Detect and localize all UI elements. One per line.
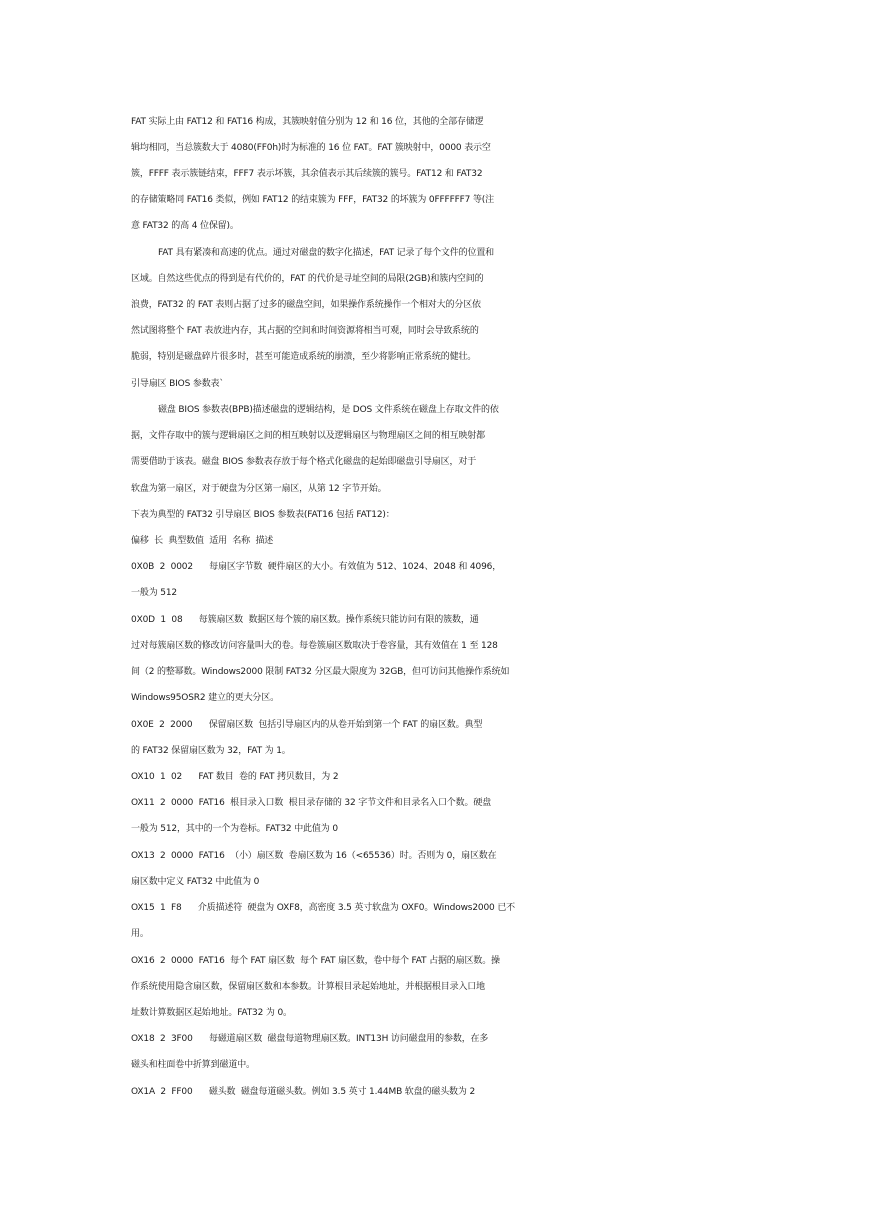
- text-line: 下表为典型的 FAT32 引导扇区 BIOS 参数表(FAT16 包括 FAT12)：: [131, 510, 395, 520]
- table-row: 过对每簇扇区数的修改访问容量叫大的卷。每卷簇扇区数取决于卷容量，其有效值在 1 至 128: [131, 641, 498, 651]
- section-heading: 引导扇区 BIOS 参数表`: [131, 379, 224, 389]
- text-line: 的存储策略同 FAT16 类似，例如 FAT12 的结束簇为 FFF，FAT32 的坏簇为 0FFFFFF7 等(注: [131, 195, 495, 205]
- table-header: 偏移 长 典型数值 适用 名称 描述: [131, 536, 274, 546]
- table-row: 间（2 的整幂数。Windows2000 限制 FAT32 分区最大限度为 32GB，但可访问其他操作系统如: [131, 667, 510, 677]
- table-row: 作系统使用隐含扇区数，保留扇区数和本参数。计算根目录起始地址，并根据根目录入口地: [131, 982, 486, 992]
- table-row: 址数计算数据区起始地址。FAT32 为 0。: [131, 1008, 292, 1018]
- table-row: 扇区数中定义 FAT32 中此值为 0: [131, 877, 260, 887]
- table-row: 0X0D 1 08 每簇扇区数 数据区每个簇的扇区数。操作系统只能访问有限的簇数，通: [131, 615, 479, 625]
- text-line: 浪费，FAT32 的 FAT 表则占据了过多的磁盘空间，如果操作系统操作一个相对大的分区依: [131, 300, 481, 310]
- text-line: FAT 实际上由 FAT12 和 FAT16 构成，其簇映射值分别为 12 和 16 位，其他的全部存储逻: [131, 117, 484, 127]
- table-row: 的 FAT32 保留扇区数为 32，FAT 为 1。: [131, 746, 291, 756]
- text-line: 软盘为第一扇区，对于硬盘为分区第一扇区，从第 12 字节开始。: [131, 484, 387, 494]
- text-line: 磁盘 BIOS 参数表(BPB)描述磁盘的逻辑结构，是 DOS 文件系统在磁盘上存取文件的依: [158, 405, 499, 415]
- text-line: 辑均相同，当总簇数大于 4080(FF0h)时为标准的 16 位 FAT。FAT 簇映射中，0000 表示空: [131, 143, 491, 153]
- table-row: OX15 1 F8 介质描述符 硬盘为 OXF8，高密度 3.5 英寸软盘为 OXF0。Windows2000 已不: [131, 903, 516, 913]
- table-row: OX16 2 0000 FAT16 每个 FAT 扇区数 每个 FAT 扇区数，卷中每个 FAT 占据的扇区数。操: [131, 956, 500, 966]
- table-row: 磁头和柱面卷中折算到磁道中。: [131, 1060, 255, 1070]
- table-row: 一般为 512，其中的一个为卷标。FAT32 中此值为 0: [131, 824, 338, 834]
- table-row: 0X0E 2 2000 保留扇区数 包括引导扇区内的从卷开始到第一个 FAT 的扇区数。典型: [131, 720, 483, 730]
- table-row: OX10 1 02 FAT 数目 卷的 FAT 拷贝数目，为 2: [131, 772, 339, 782]
- text-line: 据，文件存取中的簇与逻辑扇区之间的相互映射以及逻辑扇区与物理扇区之间的相互映射都: [131, 431, 486, 441]
- table-row: 一般为 512: [131, 588, 177, 598]
- table-row: Windows95OSR2 建立的更大分区。: [131, 693, 279, 703]
- table-row: OX18 2 3F00 每磁道扇区数 磁盘每道物理扇区数。INT13H 访问磁盘用的参数，在多: [131, 1034, 489, 1044]
- text-line: 然试图将整个 FAT 表放进内存，其占据的空间和时间资源将相当可观，同时会导致系统的: [131, 326, 479, 336]
- table-row: OX13 2 0000 FAT16 （小）扇区数 卷扇区数为 16（<65536）时。否则为 0，扇区数在: [131, 851, 497, 861]
- table-row: OX1A 2 FF00 磁头数 磁盘每道磁头数。例如 3.5 英寸 1.44MB 软盘的磁头数为 2: [131, 1087, 476, 1097]
- table-row: OX11 2 0000 FAT16 根目录入口数 根目录存储的 32 字节文件和目录名入口个数。硬盘: [131, 798, 492, 808]
- text-line: FAT 具有紧凑和高速的优点。通过对磁盘的数字化描述，FAT 记录了每个文件的位置和: [158, 248, 495, 258]
- text-line: 脆弱，特别是磁盘碎片很多时，甚至可能造成系统的崩溃，至少将影响正常系统的健壮。: [131, 352, 477, 362]
- text-line: 意 FAT32 的高 4 位保留)。: [131, 221, 239, 231]
- table-row: 0X0B 2 0002 每扇区字节数 硬件扇区的大小。有效值为 512、1024、2048 和 4096，: [131, 562, 502, 572]
- text-line: 需要借助于该表。磁盘 BIOS 参数表存放于每个格式化磁盘的起始即磁盘引导扇区，对于: [131, 457, 477, 467]
- table-row: 用。: [131, 929, 149, 939]
- text-line: 区域。自然这些优点的得到是有代价的，FAT 的代价是寻址空间的局限(2GB)和簇内空间的: [131, 274, 484, 284]
- text-line: 簇，FFFF 表示簇链结束，FFF7 表示坏簇，其余值表示其后续簇的簇号。FAT12 和 FAT32: [131, 169, 483, 179]
